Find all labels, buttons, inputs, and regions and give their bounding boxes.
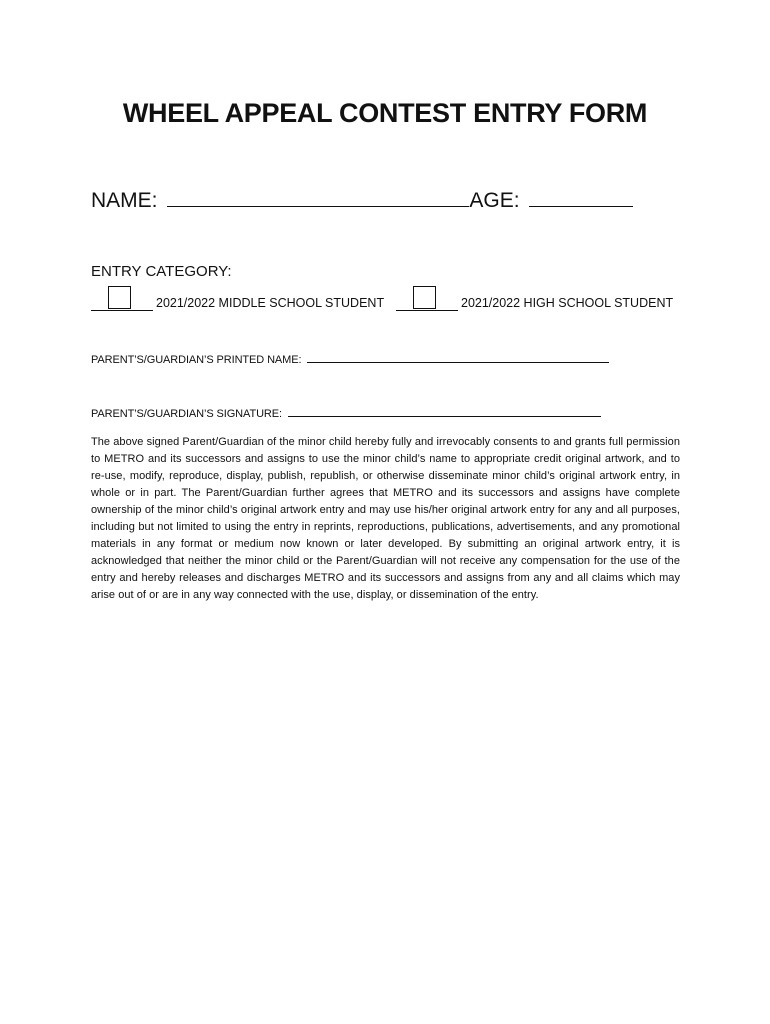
printed-name-field[interactable] — [307, 352, 609, 363]
option-middle-school — [91, 286, 384, 311]
option-high-school — [396, 286, 673, 311]
signature-row — [91, 406, 601, 420]
signature-label: PARENT’S/GUARDIAN’S SIGNATURE: — [91, 408, 282, 420]
consent-paragraph: The above signed Parent/Guardian of the minor child hereby fully and irrevocably consents to and grants full permission to METRO and its successors and assigns to use the minor child’s name to appropriate credit original artwork, and to re-use, modify, reproduce, display, publish, republish, or otherwise disseminate minor child’s original artwork entry, in whole or in part. The Parent/Guardian further agrees that METRO and its successors and assigns have complete ownership of the minor child’s original artwork entry and may use his/her original artwork entry for any and all purposes, including but not limited to using the entry in reprints, reproductions, publications, advertisements, and any promotional materials in any format or medium now known or later developed. By submitting an original artwork entry, it is acknowledged that neither the minor child or the Parent/Guardian will not receive any compensation for the use of the entry and hereby releases and discharges METRO and its successors and assigns from any and all claims which may arise out of or are in any way connected with the use, display, or dissemination of the entry. — [91, 436, 680, 601]
printed-name-row — [91, 352, 609, 366]
signature-field[interactable] — [288, 406, 601, 417]
high-school-label: 2021/2022 HIGH SCHOOL STUDENT — [461, 296, 674, 310]
middle-school-checkbox[interactable] — [108, 286, 131, 309]
form-title: WHEEL APPEAL CONTEST ENTRY FORM — [122, 98, 648, 128]
printed-name-label: PARENT’S/GUARDIAN’S PRINTED NAME: — [91, 354, 302, 366]
middle-school-blank — [91, 286, 153, 311]
name-field[interactable] — [167, 188, 469, 207]
name-label: NAME: — [91, 189, 158, 212]
age-label: AGE: — [469, 189, 520, 212]
age-field[interactable] — [529, 188, 633, 207]
high-school-blank — [396, 286, 458, 311]
name-age-row — [91, 188, 633, 213]
middle-school-label: 2021/2022 MIDDLE SCHOOL STUDENT — [156, 296, 385, 310]
entry-category-heading: ENTRY CATEGORY: — [91, 263, 232, 280]
high-school-checkbox[interactable] — [413, 286, 436, 309]
